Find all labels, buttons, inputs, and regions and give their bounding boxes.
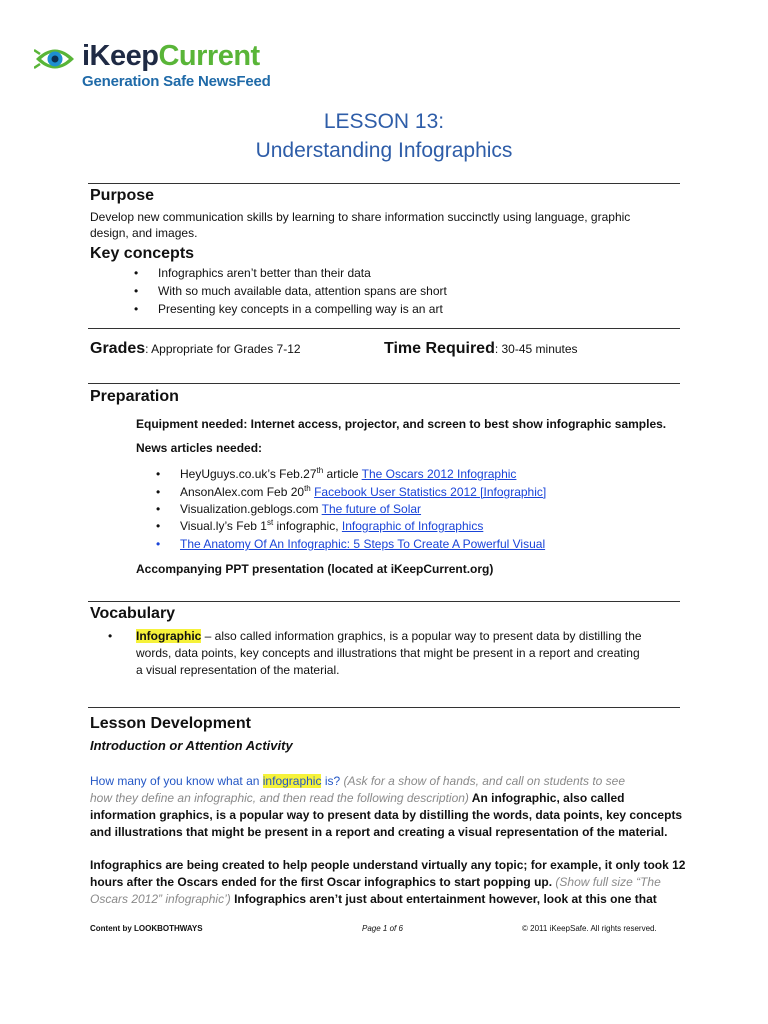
- article-text: infographic,: [273, 519, 342, 533]
- intro-question: How many of you know what an: [90, 774, 263, 788]
- oscars-paragraph-line1: Infographics are being created to help people understand virtually any topic; for example, it only took 12: [90, 858, 686, 872]
- article-ordinal: th: [316, 466, 324, 475]
- intro-paragraph-line2: [90, 790, 625, 806]
- article-text: article: [323, 467, 362, 481]
- intro-paragraph-line3: information graphics, is a popular way to present data by distilling the words, data points, key concepts: [90, 808, 683, 822]
- key-concept-text: Presenting key concepts in a compelling way is an art: [158, 302, 443, 316]
- article-source: AnsonAlex.com Feb 20: [180, 485, 305, 499]
- article-link-facebook[interactable]: Facebook User Statistics 2012 [Infographic]: [314, 485, 547, 499]
- article-link-solar[interactable]: The future of Solar: [321, 502, 422, 516]
- logo-wordmark-part1: iKeep: [82, 40, 159, 72]
- article-item: • Visualization.geblogs.com The future of Solar: [156, 502, 422, 516]
- grades-label: Grades: [90, 340, 146, 357]
- grades-row: [90, 340, 301, 358]
- article-item: • AnsonAlex.com Feb 20th Facebook User Statistics 2012 [Infographic]: [156, 484, 547, 499]
- article-ordinal: th: [304, 484, 311, 493]
- vocabulary-definition-line2: words, data points, key concepts and illustrations that might be present in a report and creating: [136, 646, 640, 660]
- ikeepcurrent-logo: [30, 38, 290, 98]
- article-item: • HeyUguys.co.uk’s Feb.27th article The Oscars 2012 Infographic: [156, 466, 517, 481]
- section-divider: [88, 601, 680, 602]
- article-source: Visualization.geblogs.com: [180, 502, 322, 516]
- article-source: HeyUguys.co.uk’s Feb.27: [180, 467, 317, 481]
- ppt-note: Accompanying PPT presentation (located at iKeepCurrent.org): [136, 562, 494, 576]
- article-ordinal: st: [266, 518, 274, 527]
- article-source: Visual.ly’s Feb 1: [180, 519, 267, 533]
- section-divider: [88, 383, 680, 384]
- footer-credit: Content by LOOKBOTHWAYS: [90, 924, 203, 933]
- footer-page-number: Page 1 of 6: [362, 924, 403, 933]
- vocabulary-item: • Infographic – also called information graphics, is a popular way to present data by distilling the: [108, 629, 642, 643]
- equipment-needed: Equipment needed: Internet access, projector, and screen to best show infographic samples.: [136, 417, 667, 431]
- key-concept-text: With so much available data, attention spans are short: [158, 284, 447, 298]
- intro-question-end: is?: [321, 774, 341, 788]
- lesson-development-heading: Lesson Development: [90, 715, 251, 732]
- lesson-title: Understanding Infographics: [255, 139, 513, 162]
- preparation-heading: Preparation: [90, 388, 179, 405]
- article-item: • The Anatomy Of An Infographic: 5 Steps To Create A Powerful Visual: [156, 537, 546, 551]
- footer-copyright: © 2011 iKeepSafe. All rights reserved.: [522, 924, 657, 933]
- key-concept-text: Infographics aren’t better than their data: [158, 266, 371, 280]
- time-row: [384, 340, 578, 358]
- teacher-note: Oscars 2012” infographic’): [90, 892, 231, 906]
- vocabulary-definition-line3: a visual representation of the material.: [136, 663, 340, 677]
- logo-wordmark-part2: Current: [158, 40, 260, 72]
- eye-icon: [34, 44, 76, 74]
- purpose-text-line2: design, and images.: [90, 226, 198, 240]
- oscars-paragraph-line2: [90, 874, 661, 890]
- vocabulary-heading: Vocabulary: [90, 605, 176, 622]
- key-concept-item: • With so much available data, attention spans are short: [134, 284, 447, 298]
- time-value: : 30-45 minutes: [494, 342, 578, 356]
- teacher-note: (Ask for a show of hands, and call on students to see: [340, 774, 626, 788]
- logo-tagline: Generation Safe NewsFeed: [82, 73, 271, 90]
- key-concept-item: • Presenting key concepts in a compelling way is an art: [134, 302, 443, 316]
- article-link-anatomy[interactable]: The Anatomy Of An Infographic: 5 Steps To Create A Powerful Visual: [180, 537, 546, 551]
- intro-description: An infographic, also called: [468, 791, 625, 805]
- intro-paragraph-line4: and illustrations that might be present in a report and creating a visual representation of the material.: [90, 825, 668, 839]
- article-link-infographics[interactable]: Infographic of Infographics: [341, 519, 484, 533]
- purpose-heading: Purpose: [90, 187, 155, 204]
- purpose-text-line1: Develop new communication skills by learning to share information succinctly using language, graphic: [90, 210, 631, 224]
- oscars-paragraph-line3: [90, 891, 657, 907]
- intro-question-term: infographic: [262, 774, 322, 788]
- vocabulary-definition: – also called information graphics, is a popular way to present data by distilling the: [201, 629, 642, 643]
- teacher-note: (Show full size “The: [552, 875, 661, 889]
- key-concept-item: • Infographics aren’t better than their data: [134, 266, 371, 280]
- time-label: Time Required: [384, 340, 495, 357]
- key-concepts-heading: Key concepts: [90, 245, 195, 262]
- intro-paragraph-line1: [90, 773, 625, 789]
- oscars-text: Infographics aren’t just about entertainment however, look at this one that: [230, 892, 657, 906]
- oscars-text: hours after the Oscars ended for the first Oscar infographics to start popping up.: [90, 875, 553, 889]
- article-link-oscars[interactable]: The Oscars 2012 Infographic: [361, 467, 517, 481]
- section-divider: [88, 707, 680, 708]
- vocabulary-term: Infographic: [136, 629, 202, 643]
- teacher-note: how they define an infographic, and then read the following description): [90, 791, 469, 805]
- grades-value: : Appropriate for Grades 7-12: [145, 342, 301, 356]
- intro-activity-subheading: Introduction or Attention Activity: [90, 738, 293, 753]
- section-divider: [88, 328, 680, 329]
- news-articles-label: News articles needed:: [136, 441, 263, 455]
- section-divider: [88, 183, 680, 184]
- lesson-number: LESSON 13:: [323, 110, 445, 133]
- logo-wordmark: [82, 40, 260, 73]
- article-item: • Visual.ly’s Feb 1st infographic, Infographic of Infographics: [156, 518, 484, 533]
